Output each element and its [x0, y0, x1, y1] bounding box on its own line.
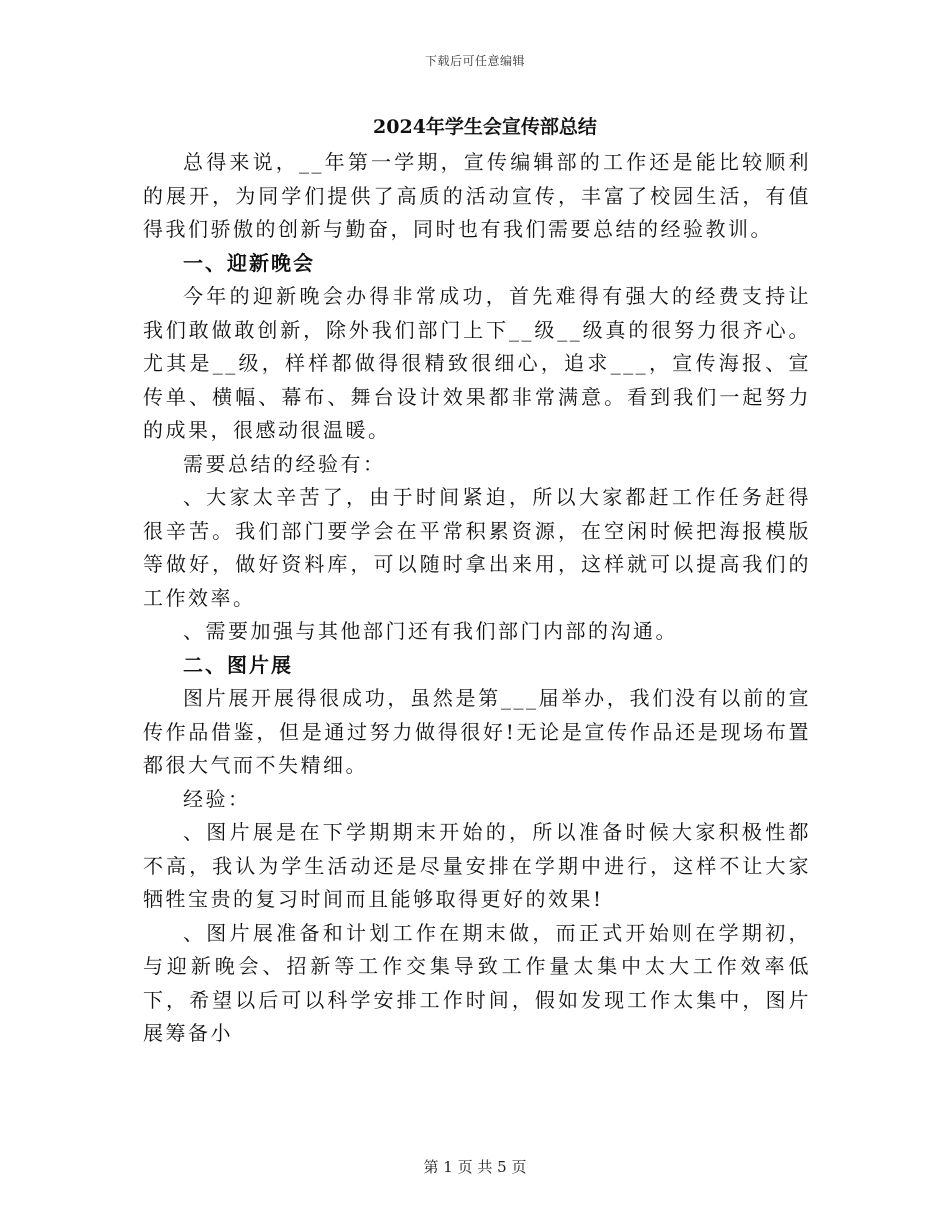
- header-note: 下载后可任意编辑: [424, 54, 525, 68]
- paragraph-lesson-1: 、大家太辛苦了，由于时间紧迫，所以大家都赶工作任务赶得很辛苦。我们部门要学会在平常积累资源，在空闲时候把海报模版等做好，做好资料库，可以随时拿出来用，这样就可以提高我们的工作效率。: [143, 485, 811, 610]
- paragraph-experience-label: 经验：: [183, 786, 251, 811]
- paragraph-experience-2: 、图片展准备和计划工作在期末做，而正式开始则在学期初，与迎新晚会、招新等工作交集导致工作量太集中太大工作效率低下，希望以后可以科学安排工作时间，假如发现工作太集中，图片展筹备小: [143, 920, 811, 1045]
- document-title: 2024年学生会宣传部总结: [373, 116, 597, 138]
- document-body: [143, 112, 811, 1051]
- section-heading-welcome-party: 一、迎新晚会: [183, 250, 315, 275]
- paragraph-intro: 总得来说，__年第一学期，宣传编辑部的工作还是能比较顺利的展开，为同学们提供了高质的活动宣传，丰富了校园生活，有值得我们骄傲的创新与勤奋，同时也有我们需要总结的经验教训。: [143, 150, 811, 241]
- page-number: 第 1 页 共 5 页: [423, 1158, 527, 1176]
- paragraph-lesson-2: 、需要加强与其他部门还有我们部门内部的沟通。: [183, 619, 678, 643]
- paragraph-photo-exhibition: 图片展开展得很成功，虽然是第___届举办，我们没有以前的宣传作品借鉴，但是通过努力做得很好!无论是宣传作品还是现场布置都很大气而不失精细。: [143, 686, 811, 777]
- paragraph-experience-1: 、图片展是在下学期期末开始的，所以准备时候大家积极性都不高，我认为学生活动还是尽量安排在学期中进行，这样不让大家牺牲宝贵的复习时间而且能够取得更好的效果!: [143, 820, 811, 911]
- section-heading-photo-exhibition: 二、图片展: [183, 652, 293, 677]
- paragraph-lessons-intro: 需要总结的经验有：: [183, 451, 386, 476]
- paragraph-welcome-party: 今年的迎新晚会办得非常成功，首先难得有强大的经费支持让我们敢做敢创新，除外我们部门上下__级__级真的很努力很齐心。尤其是__级，样样都做得很精致很细心，追求___，宣传海报、宣传单、横幅、幕布、舞台设计效果都非常满意。看到我们一起努力的成果，很感动很温暖。: [143, 284, 811, 442]
